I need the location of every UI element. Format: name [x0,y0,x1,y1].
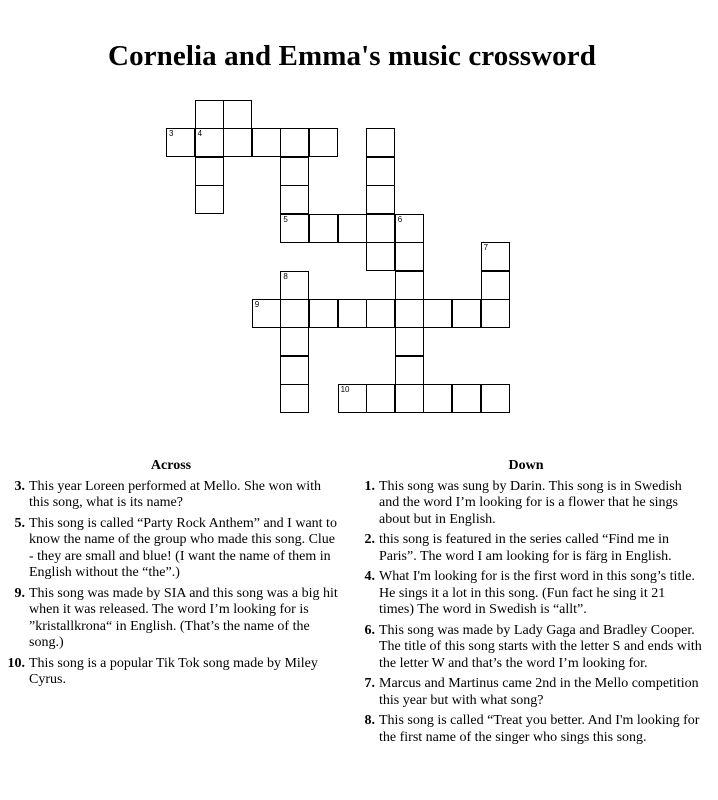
crossword-cell[interactable] [280,384,309,413]
crossword-cell[interactable] [481,299,510,328]
crossword-cell[interactable] [280,185,309,214]
clue-number: 2. [364,532,375,547]
crossword-cell[interactable] [280,271,309,300]
across-heading: Across [150,458,192,473]
crossword-cell[interactable] [280,157,309,186]
clue-number: 5. [14,515,25,531]
crossword-cell[interactable] [366,299,395,328]
clue-item [0,516,342,582]
page-title: Cornelia and Emma's music crossword [108,40,596,72]
crossword-cell[interactable] [280,299,309,328]
clue-number: 3. [14,478,25,494]
clue-text: This song is called “Party Rock Anthem” and I want to know the name of the group who made this song. Clue - they are small and blue! (I want the name of them in English without the “the”.) [29,515,337,580]
cell-number: 5 [283,215,288,224]
crossword-cell[interactable] [423,299,452,328]
clue-item [350,713,702,746]
crossword-cell[interactable] [280,356,309,385]
crossword-cell[interactable] [309,128,338,157]
crossword-cell[interactable] [366,214,395,243]
crossword-cell[interactable] [223,128,252,157]
crossword-cell[interactable] [395,327,424,356]
clue-text: This song is called “Treat you better. And I'm looking for the first name of the singer who sings this song. [379,713,700,745]
clue-item [350,569,702,619]
down-heading: Down [508,458,544,473]
crossword-cell[interactable] [366,157,395,186]
crossword-cell[interactable] [195,128,224,157]
across-clues [0,458,342,693]
crossword-cell[interactable] [195,157,224,186]
cell-number: 6 [397,215,403,224]
crossword-cell[interactable] [481,271,510,300]
clue-item [0,586,342,652]
clue-number: 1. [364,478,375,494]
clue-text: Marcus and Martinus came 2nd in the Mello competition this year but with what song? [379,676,699,708]
crossword-cell[interactable] [366,384,395,413]
cell-number: 10 [340,385,350,394]
crossword-cell[interactable] [309,214,338,243]
crossword-cell[interactable] [395,299,424,328]
crossword-cell[interactable] [252,128,281,157]
crossword-cell[interactable] [395,242,424,271]
crossword-cell[interactable] [366,185,395,214]
crossword-cell[interactable] [195,185,224,214]
clue-text: This year Loreen performed at Mello. She won with this song, what is its name? [29,478,321,510]
clue-number: 9. [14,585,25,601]
clue-text: This song was made by SIA and this song was a big hit when it was released. The word I’m looking for is ”kristallkrona“ in English. (That’s the name of the song.) [29,585,338,650]
down-clues [350,458,702,750]
crossword-cell[interactable] [395,271,424,300]
crossword-cell[interactable] [280,128,309,157]
crossword-cell[interactable] [280,327,309,356]
crossword-cell[interactable] [395,214,424,243]
clue-number: 7. [364,676,375,691]
clue-text: This song is a popular Tik Tok song made by Miley Cyrus. [29,655,318,687]
crossword-cell[interactable] [309,299,338,328]
clue-number: 10. [7,655,25,671]
crossword-cell[interactable] [452,299,481,328]
crossword-cell[interactable] [395,384,424,413]
clue-item [0,656,342,689]
crossword-cell[interactable] [423,384,452,413]
clue-number: 4. [364,569,375,584]
crossword-cell[interactable] [481,242,510,271]
crossword-cell[interactable] [366,128,395,157]
cell-number: 9 [254,300,260,309]
cell-number: 3 [169,129,174,138]
crossword-cell[interactable] [338,384,367,413]
clue-number: 6. [364,622,375,638]
cell-number: 8 [283,272,288,281]
crossword-cell[interactable] [223,100,252,129]
clue-item [350,676,702,709]
crossword-cell[interactable] [395,356,424,385]
crossword-cell[interactable] [280,214,309,243]
clue-text: What I'm looking for is the first word in this song’s title. He sings it a lot in this song. (Fun fact he sing it 21 times) The word in Swedish is “allt”. [379,569,695,617]
crossword-cell[interactable] [195,100,224,129]
crossword-cell[interactable] [481,384,510,413]
clue-text: This song was made by Lady Gaga and Bradley Cooper. The title of this song starts with the letter S and ends with the letter W and that’s the word I’m looking for. [379,622,702,671]
clue-item [0,479,342,512]
clue-item [350,479,702,529]
crossword-cell[interactable] [366,242,395,271]
crossword-cell[interactable] [338,214,367,243]
crossword-cell[interactable] [166,128,195,157]
clue-item [350,532,702,565]
crossword-cell[interactable] [452,384,481,413]
cell-number: 4 [197,129,203,138]
clue-text: this song is featured in the series called “Find me in Paris”. The word I am looking for is färg in English. [379,532,672,564]
clue-text: This song was sung by Darin. This song is in Swedish and the word I’m looking for is a flower that he sings about but in English. [379,478,682,527]
clue-item [350,623,702,673]
crossword-cell[interactable] [338,299,367,328]
cell-number: 7 [483,243,489,252]
clue-number: 8. [364,713,375,728]
crossword-cell[interactable] [252,299,281,328]
